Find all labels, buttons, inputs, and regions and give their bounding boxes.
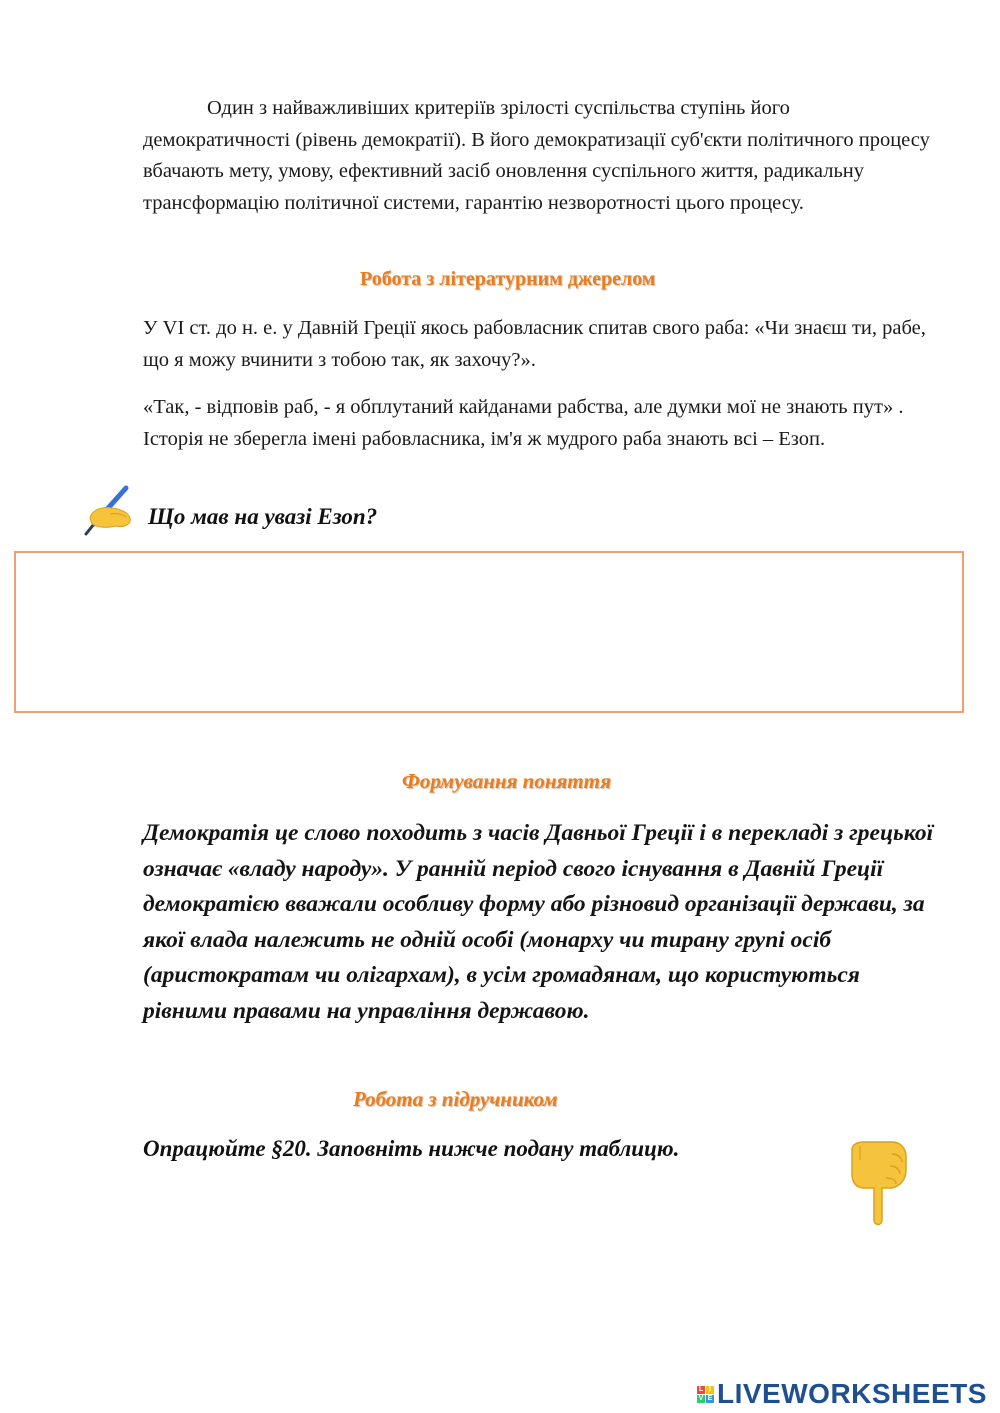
task-instruction: Опрацюйте §20. Заповніть нижче подану таблицю. [143,1136,680,1161]
intro-paragraph: Один з найважливіших критеріїв зрілості суспільства ступінь його демократичності (рівень демократії). В його демократизації суб'єкти політичного процесу вбачають мету, умову, ефективний засіб оновлення суспільного життя, радикальну трансформацію політичної системи, гарантію незворотності цього процесу. [143,97,930,214]
section-heading-literary-source: Робота з літературним джерелом [360,268,656,290]
section-heading-textbook: Робота з підручником [353,1087,558,1111]
section-heading-concept: Формування поняття [402,769,612,793]
logo-mark-icon: L I V E [698,1385,713,1402]
logo-text: LIVEWORKSHEETS [717,1378,987,1409]
source-paragraph-2: «Так, - відповів раб, - я обплутаний кайданами рабства, але думки мої не знають пут» . Історія не зберегла імені рабовласника, ім'я ж мудрого раба знають всі – Езоп. [143,396,904,450]
source-paragraph-1: У VI ст. до н. е. у Давній Греції якось рабовласник спитав свого раба: «Чи знаєш ти, рабе, що я можу вчинити з тобою так, як захочу?». [143,317,926,371]
pointing-down-hand-icon [846,1140,910,1228]
concept-definition: Демократія це слово походить з часів Давньої Греції і в перекладі з грецької означає «владу народу». У ранній період свого існування в Давній Греції демократією вважали особливу форму або різновид організації держави, за якої влада належить не одній особі (монарху чи тирану групі осіб (аристократам чи олігархам), в усім громадянам, що користуються рівними правами на управління державою. [143,820,934,1024]
answer-box[interactable] [14,551,964,713]
writing-hand-icon [80,484,134,538]
answer-input[interactable] [16,553,962,711]
question-text: Що мав на увазі Езоп? [148,504,378,529]
liveworksheets-logo [697,1378,987,1410]
